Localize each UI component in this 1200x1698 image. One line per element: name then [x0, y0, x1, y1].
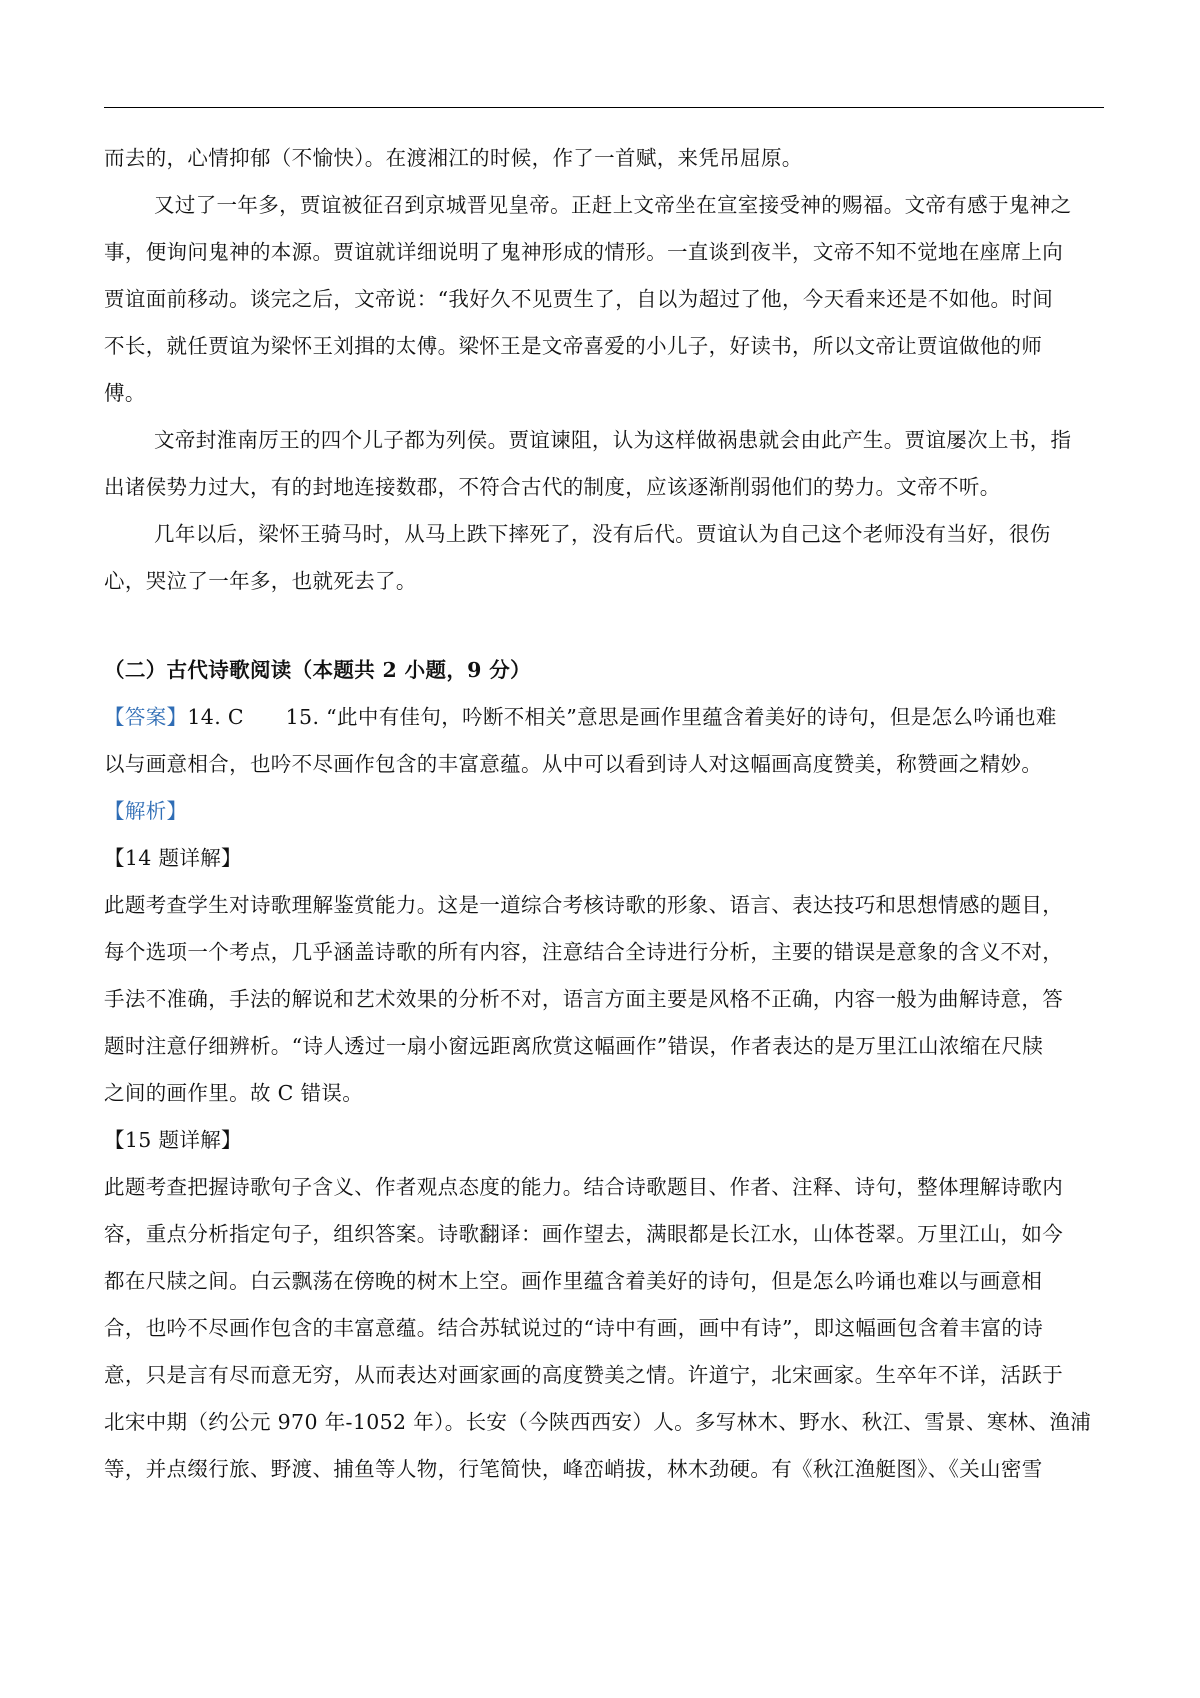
q15-heading: 【15 题详解】	[104, 1128, 242, 1152]
answer-line	[104, 703, 1104, 731]
translation-line: 事，便询问鬼神的本源。贾谊就详细说明了鬼神形成的情形。一直谈到夜半，文帝不知不觉地在座席上向	[104, 240, 1064, 264]
header-rule	[104, 107, 1104, 108]
q15-line: 北宋中期（约公元 970 年-1052 年）。长安（今陕西西安）人。多写林木、野水、秋江、雪景、寒林、渔浦	[104, 1410, 1092, 1434]
q15-line: 等，并点缀行旅、野渡、捕鱼等人物，行笔简快，峰峦峭拔，林木劲硬。有《秋江渔艇图》、《关山密雪	[104, 1457, 1043, 1481]
q15-line: 此题考查把握诗歌句子含义、作者观点态度的能力。结合诗歌题目、作者、注释、诗句，整体理解诗歌内	[104, 1175, 1064, 1199]
q14-line: 题时注意仔细辨析。“诗人透过一扇小窗远距离欣赏这幅画作”错误，作者表达的是万里江山浓缩在尺牍	[104, 1034, 1044, 1058]
q15-line: 合，也吟不尽画作包含的丰富意蕴。结合苏轼说过的“诗中有画，画中有诗”，即这幅画包含着丰富的诗	[104, 1316, 1044, 1340]
translation-line: 文帝封淮南厉王的四个儿子都为列侯。贾谊谏阻，认为这样做祸患就会由此产生。贾谊屡次上书，指	[154, 428, 1072, 452]
translation-line: 贾谊面前移动。谈完之后，文帝说：“我好久不见贾生了，自以为超过了他，今天看来还是不如他。时间	[104, 287, 1054, 311]
q14-line: 此题考查学生对诗歌理解鉴赏能力。这是一道综合考核诗歌的形象、语言、表达技巧和思想情感的题目，	[104, 893, 1064, 917]
q15-line: 容，重点分析指定句子，组织答案。诗歌翻译：画作望去，满眼都是长江水，山体苍翠。万里江山，如今	[104, 1222, 1064, 1246]
analysis-label: 【解析】	[104, 799, 188, 823]
q14-heading: 【14 题详解】	[104, 846, 242, 870]
q15-line: 都在尺牍之间。白云飘荡在傍晚的树木上空。画作里蕴含着美好的诗句，但是怎么吟诵也难以与画意相	[104, 1269, 1043, 1293]
translation-line: 而去的，心情抑郁（不愉快）。在渡湘江的时候，作了一首赋，来凭吊屈原。	[104, 146, 803, 170]
q14-line: 之间的画作里。故 C 错误。	[104, 1081, 364, 1105]
answer-label: 【答案】	[104, 705, 188, 729]
answer-line: 以与画意相合，也吟不尽画作包含的丰富意蕴。从中可以看到诗人对这幅画高度赞美，称赞画之精妙。	[104, 752, 1043, 776]
translation-line: 又过了一年多，贾谊被征召到京城晋见皇帝。正赶上文帝坐在宣室接受神的赐福。文帝有感于鬼神之	[154, 193, 1072, 217]
answer-text: 14. C 15. “此中有佳句，吟断不相关”意思是画作里蕴含着美好的诗句，但是怎么吟诵也难	[187, 705, 1057, 729]
translation-line: 心，哭泣了一年多，也就死去了。	[104, 569, 417, 593]
translation-line: 傅。	[104, 381, 146, 405]
translation-line: 不长，就任贾谊为梁怀王刘揖的太傅。梁怀王是文帝喜爱的小儿子，好读书，所以文帝让贾谊做他的师	[104, 334, 1043, 358]
translation-line: 几年以后，梁怀王骑马时，从马上跌下摔死了，没有后代。贾谊认为自己这个老师没有当好，很伤	[154, 522, 1051, 546]
translation-line: 出诸侯势力过大，有的封地连接数郡，不符合古代的制度，应该逐渐削弱他们的势力。文帝不听。	[104, 475, 1001, 499]
q14-line: 手法不准确，手法的解说和艺术效果的分析不对，语言方面主要是风格不正确，内容一般为曲解诗意，答	[104, 987, 1064, 1011]
section-heading: （二）古代诗歌阅读（本题共 2 小题，9 分）	[104, 658, 531, 682]
q14-line: 每个选项一个考点，几乎涵盖诗歌的所有内容，注意结合全诗进行分析，主要的错误是意象的含义不对，	[104, 940, 1064, 964]
q15-line: 意，只是言有尽而意无穷，从而表达对画家画的高度赞美之情。许道宁，北宋画家。生卒年不详，活跃于	[104, 1363, 1064, 1387]
